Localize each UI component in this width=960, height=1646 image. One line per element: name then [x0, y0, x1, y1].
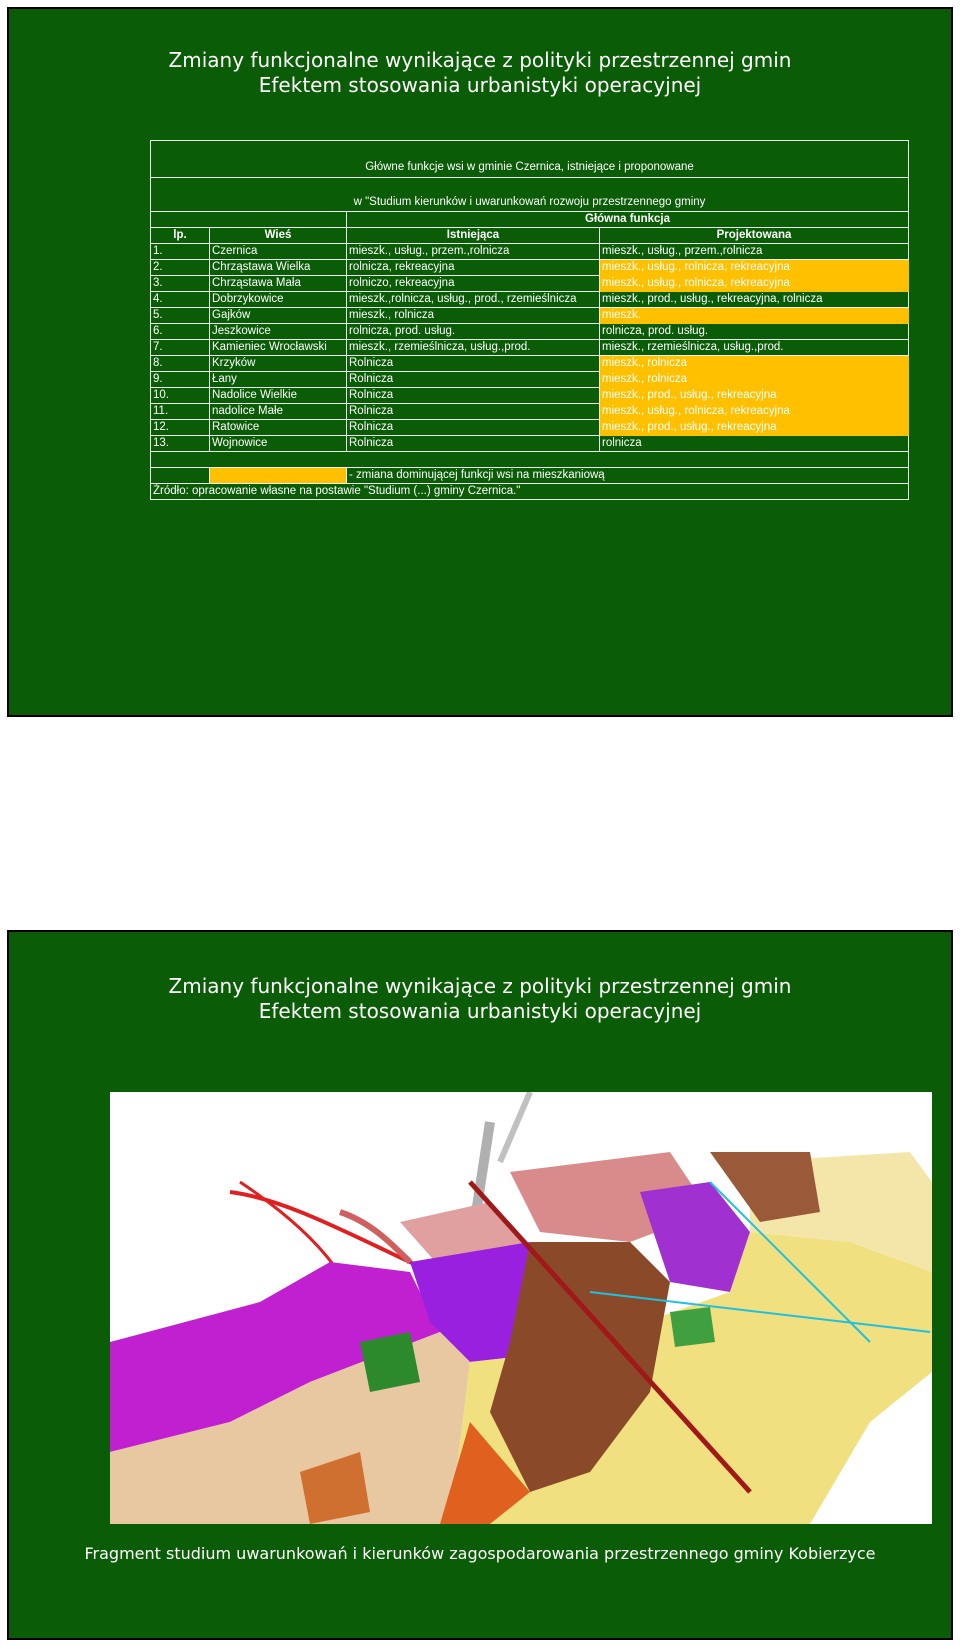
- table-row: [151, 292, 909, 308]
- header-existing: Istniejąca: [347, 228, 600, 244]
- table-caption: Główne funkcje wsi w gminie Czernica, istniejące i proponowane: [151, 141, 909, 178]
- table-row: [151, 388, 909, 404]
- slide-title: [9, 48, 951, 98]
- cell-village: Dobrzykowice: [210, 292, 347, 308]
- legend-swatch: [210, 468, 347, 484]
- cell-proposed: rolnicza: [600, 436, 909, 452]
- cell-existing: mieszk.,rolnicza, usług., prod., rzemieślnicza: [347, 292, 600, 308]
- cell-lp: 2.: [151, 260, 210, 276]
- cell-existing: Rolnicza: [347, 356, 600, 372]
- cell-village: Nadolice Wielkie: [210, 388, 347, 404]
- cell-lp: 9.: [151, 372, 210, 388]
- empty-cell: [151, 468, 210, 484]
- cell-existing: mieszk., usług., przem.,rolnicza: [347, 244, 600, 260]
- cell-existing: rolnicza, rekreacyjna: [347, 260, 600, 276]
- cell-village: Gajków: [210, 308, 347, 324]
- cell-proposed: mieszk., prod., usług., rekreacyjna: [600, 388, 909, 404]
- slide-1: [7, 7, 953, 717]
- cell-existing: Rolnicza: [347, 420, 600, 436]
- cell-lp: 13.: [151, 436, 210, 452]
- cell-proposed: mieszk., rolnicza: [600, 356, 909, 372]
- cell-proposed: mieszk., prod., usług., rekreacyjna, rolnicza: [600, 292, 909, 308]
- map-caption: Fragment studium uwarunkowań i kierunków zagospodarowania przestrzennego gminy Kobierzyce: [84, 1544, 876, 1563]
- title-line-1: Zmiany funkcjonalne wynikające z polityki przestrzennej gmin: [168, 974, 792, 998]
- cell-village: Jeszkowice: [210, 324, 347, 340]
- land-use-map-image: [110, 1092, 932, 1524]
- table-row: [151, 244, 909, 260]
- cell-lp: 4.: [151, 292, 210, 308]
- header-village: Wieś: [210, 228, 347, 244]
- table-row: [151, 276, 909, 292]
- cell-existing: Rolnicza: [347, 372, 600, 388]
- table-row: [151, 308, 909, 324]
- cell-village: Kamieniec Wrocławski: [210, 340, 347, 356]
- cell-village: Chrząstawa Mała: [210, 276, 347, 292]
- table-row: [151, 324, 909, 340]
- legend-text: - zmiana dominującej funkcji wsi na mieszkaniową: [347, 468, 909, 484]
- title-line-2: Efektem stosowania urbanistyki operacyjnej: [258, 73, 702, 97]
- cell-proposed: mieszk., usług., przem.,rolnicza: [600, 244, 909, 260]
- cell-proposed: rolnicza, prod. usług.: [600, 324, 909, 340]
- table-row: [151, 340, 909, 356]
- village-functions-table: [150, 140, 909, 500]
- empty-cell: [151, 212, 347, 228]
- table-row: [151, 260, 909, 276]
- empty-row: [151, 452, 909, 468]
- table-row: [151, 420, 909, 436]
- cell-lp: 5.: [151, 308, 210, 324]
- table-subcaption: w "Studium kierunków i uwarunkowań rozwoju przestrzennego gminy: [151, 178, 909, 212]
- cell-proposed: mieszk., usług., rolnicza, rekreacyjna: [600, 276, 909, 292]
- cell-lp: 1.: [151, 244, 210, 260]
- cell-village: Czernica: [210, 244, 347, 260]
- table-row: [151, 436, 909, 452]
- cell-existing: mieszk., rzemieślnicza, usług.,prod.: [347, 340, 600, 356]
- source-note: Źródło: opracowanie własne na postawie "Studium (...) gminy Czernica.": [151, 484, 909, 500]
- table-row: [151, 372, 909, 388]
- cell-lp: 8.: [151, 356, 210, 372]
- cell-existing: Rolnicza: [347, 436, 600, 452]
- cell-lp: 10.: [151, 388, 210, 404]
- table-row: [151, 404, 909, 420]
- cell-existing: mieszk., rolnicza: [347, 308, 600, 324]
- cell-village: Wojnowice: [210, 436, 347, 452]
- title-line-2: Efektem stosowania urbanistyki operacyjnej: [258, 999, 702, 1023]
- cell-existing: rolniczo, rekreacyjna: [347, 276, 600, 292]
- slide-2: [7, 930, 953, 1640]
- cell-existing: Rolnicza: [347, 404, 600, 420]
- cell-lp: 3.: [151, 276, 210, 292]
- cell-proposed: mieszk.: [600, 308, 909, 324]
- cell-existing: rolnicza, prod. usług.: [347, 324, 600, 340]
- cell-proposed: mieszk., usług., rolnicza, rekreacyjna: [600, 404, 909, 420]
- header-lp: lp.: [151, 228, 210, 244]
- cell-village: Chrząstawa Wielka: [210, 260, 347, 276]
- title-line-1: Zmiany funkcjonalne wynikające z polityki przestrzennej gmin: [168, 48, 792, 72]
- cell-proposed: mieszk., rzemieślnicza, usług.,prod.: [600, 340, 909, 356]
- cell-village: Ratowice: [210, 420, 347, 436]
- land-use-map: [110, 1092, 932, 1524]
- table-row: [151, 356, 909, 372]
- cell-existing: Rolnicza: [347, 388, 600, 404]
- cell-proposed: mieszk., usług., rolnicza, rekreacyjna: [600, 260, 909, 276]
- cell-village: Łany: [210, 372, 347, 388]
- cell-proposed: mieszk., rolnicza: [600, 372, 909, 388]
- cell-proposed: mieszk., prod., usług., rekreacyjna: [600, 420, 909, 436]
- header-proposed: Projektowana: [600, 228, 909, 244]
- cell-village: nadolice Małe: [210, 404, 347, 420]
- slide-title: [9, 974, 951, 1024]
- cell-lp: 11.: [151, 404, 210, 420]
- cell-lp: 6.: [151, 324, 210, 340]
- cell-lp: 12.: [151, 420, 210, 436]
- group-header: Główna funkcja: [347, 212, 909, 228]
- cell-village: Krzyków: [210, 356, 347, 372]
- cell-lp: 7.: [151, 340, 210, 356]
